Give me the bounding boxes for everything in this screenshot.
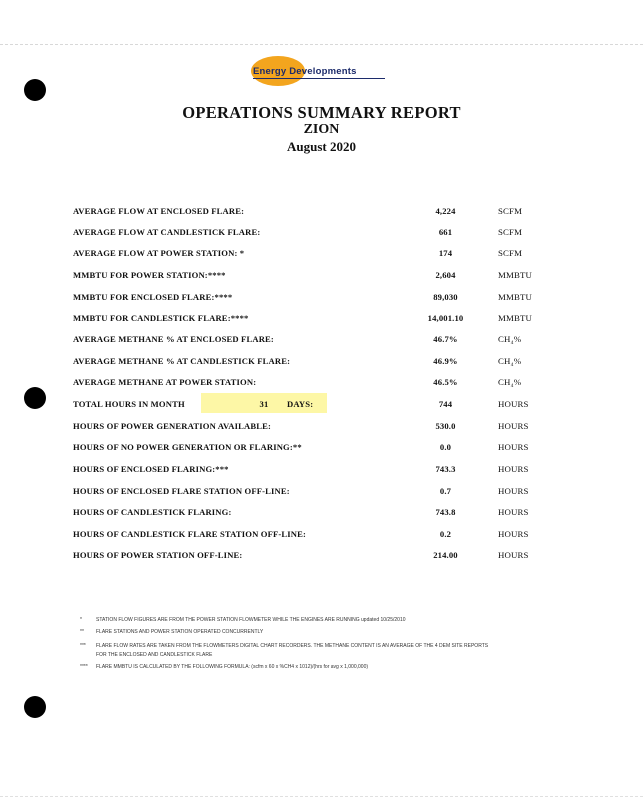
row-unit: HOURS <box>498 507 529 517</box>
row-unit: MMBTU <box>498 270 532 280</box>
table-row <box>73 421 593 435</box>
row-unit: HOURS <box>498 464 529 474</box>
footnote-text: FLARE FLOW RATES ARE TAKEN FROM THE FLOWMETERS DIGITAL CHART RECORDERS. THE METHANE CONTENT IS AN AVERAGE OF THE 4 DEM SITE REPORTS <box>96 643 489 649</box>
days-value: 31 <box>259 399 269 409</box>
table-row <box>73 486 593 500</box>
row-label: HOURS OF POWER GENERATION AVAILABLE: <box>73 421 271 431</box>
row-label: HOURS OF CANDLESTICK FLARE STATION OFF-LINE: <box>73 529 307 539</box>
row-unit: SCFM <box>498 227 523 237</box>
row-unit: HOURS <box>498 529 529 539</box>
scan-edge-bottom <box>0 796 643 797</box>
table-row <box>73 442 593 456</box>
row-value: 46.7% <box>433 334 458 344</box>
table-row <box>73 464 593 478</box>
row-label: HOURS OF ENCLOSED FLARING:*** <box>73 464 229 474</box>
table-row <box>73 356 593 370</box>
row-label: AVERAGE FLOW AT POWER STATION: * <box>73 248 245 258</box>
row-value: 2,604 <box>435 270 456 280</box>
footnote-mark: **** <box>80 664 88 670</box>
report-period: August 2020 <box>287 139 356 154</box>
row-value: 46.9% <box>433 356 458 366</box>
row-value: 743.3 <box>435 464 456 474</box>
row-unit: HOURS <box>498 421 529 431</box>
row-value: 0.0 <box>439 442 452 452</box>
footnote-text: FOR THE ENCLOSED AND CANDLESTICK FLARE <box>96 652 213 658</box>
footnote-mark: * <box>80 617 82 623</box>
row-label: HOURS OF NO POWER GENERATION OR FLARING:** <box>73 442 302 452</box>
row-unit: MMBTU <box>498 292 532 302</box>
row-unit: CH₄% <box>498 334 522 344</box>
row-value: 0.7 <box>439 486 452 496</box>
table-row <box>73 399 593 413</box>
row-label: HOURS OF ENCLOSED FLARE STATION OFF-LINE: <box>73 486 290 496</box>
row-value: 89,030 <box>433 292 458 302</box>
table-row <box>73 550 593 564</box>
row-value: 0.2 <box>439 529 452 539</box>
row-value: 174 <box>438 248 453 258</box>
table-row <box>73 248 593 262</box>
row-value: 744 <box>438 399 453 409</box>
table-row <box>73 334 593 348</box>
footnote-text: STATION FLOW FIGURES ARE FROM THE POWER STATION FLOWMETER WHILE THE ENGINES ARE RUNNING updated 10/25/2010 <box>96 617 406 623</box>
days-label: DAYS: <box>287 399 314 409</box>
footnote-mark: ** <box>80 629 84 635</box>
table-row <box>73 206 593 220</box>
row-label: TOTAL HOURS IN MONTH <box>73 399 185 409</box>
footnote-text: FLARE STATIONS AND POWER STATION OPERATED CONCURRENTLY <box>96 629 264 635</box>
row-label: AVERAGE METHANE % AT ENCLOSED FLARE: <box>73 334 274 344</box>
row-label: HOURS OF POWER STATION OFF-LINE: <box>73 550 243 560</box>
table-row <box>73 292 593 306</box>
row-value: 46.5% <box>433 377 458 387</box>
table-row <box>73 529 593 543</box>
company-logo <box>251 56 391 88</box>
scan-edge-top <box>0 44 643 45</box>
row-unit: SCFM <box>498 248 523 258</box>
row-unit: HOURS <box>498 550 529 560</box>
punch-hole-bottom <box>24 696 46 718</box>
table-row <box>73 507 593 521</box>
row-label: AVERAGE FLOW AT ENCLOSED FLARE: <box>73 206 245 216</box>
site-name: ZION <box>303 122 340 137</box>
row-unit: MMBTU <box>498 313 532 323</box>
table-row <box>73 377 593 391</box>
row-unit: HOURS <box>498 442 529 452</box>
row-value: 743.8 <box>435 507 456 517</box>
row-unit: CH₄% <box>498 356 522 366</box>
table-row <box>73 227 593 241</box>
row-unit: CH₄% <box>498 377 522 387</box>
row-label: MMBTU FOR ENCLOSED FLARE:**** <box>73 292 233 302</box>
row-value: 530.0 <box>435 421 456 431</box>
footnote-mark: *** <box>80 643 86 649</box>
table-row <box>73 270 593 284</box>
logo-underline <box>253 78 385 79</box>
row-value: 214.00 <box>433 550 458 560</box>
row-unit: SCFM <box>498 206 523 216</box>
row-unit: HOURS <box>498 399 529 409</box>
row-label: AVERAGE METHANE AT POWER STATION: <box>73 377 257 387</box>
punch-hole-middle <box>24 387 46 409</box>
row-label: MMBTU FOR CANDLESTICK FLARE:**** <box>73 313 249 323</box>
row-label: MMBTU FOR POWER STATION:**** <box>73 270 226 280</box>
row-label: HOURS OF CANDLESTICK FLARING: <box>73 507 232 517</box>
logo-text: Energy Developments <box>253 66 357 77</box>
row-value: 661 <box>438 227 453 237</box>
report-title: OPERATIONS SUMMARY REPORT <box>182 103 461 122</box>
row-value: 4,224 <box>435 206 456 216</box>
punch-hole-top <box>24 79 46 101</box>
row-value: 14,001.10 <box>427 313 464 323</box>
row-label: AVERAGE FLOW AT CANDLESTICK FLARE: <box>73 227 261 237</box>
row-label: AVERAGE METHANE % AT CANDLESTICK FLARE: <box>73 356 291 366</box>
table-row <box>73 313 593 327</box>
footnote-text: FLARE MMBTU IS CALCULATED BY THE FOLLOWING FORMULA: (scfm x 60 x %CH4 x 1012)/(hrs for avg x 1,000,000) <box>96 664 369 670</box>
row-unit: HOURS <box>498 486 529 496</box>
